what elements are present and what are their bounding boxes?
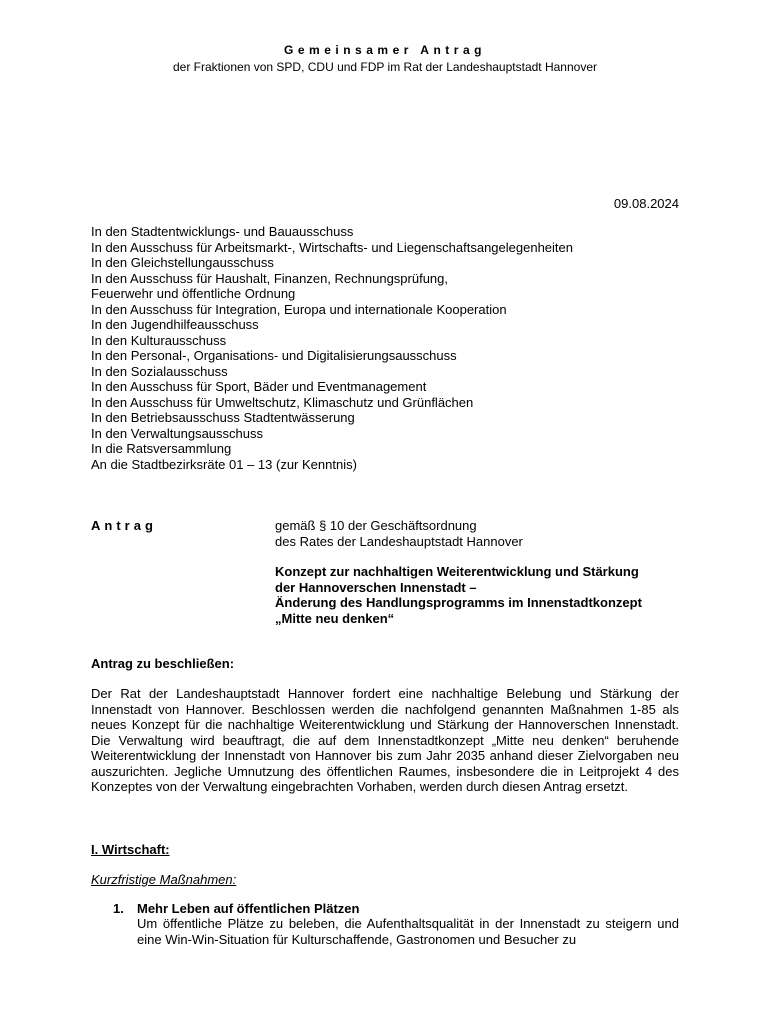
document-subtitle: der Fraktionen von SPD, CDU und FDP im Rat der Landeshauptstadt Hannover	[173, 60, 597, 74]
antrag-label: Antrag	[91, 518, 157, 533]
resolution-text: Der Rat der Landeshauptstadt Hannover fordert eine nachhaltige Belebung und Stärkung der Innenstadt von Hannover. Beschlossen werden die nachfolgend genannten Maßnahmen 1-85 als neues Konzept für die nachhaltige Weiterentwicklung und Stärkung der Hannoverschen Innenstadt. Die Verwaltung wird beauftragt, die auf dem Innenstadtkonzept „Mitte neu denken“ beruhende Weiterentwicklung der Innenstadt von Hannover bis zum Jahr 2035 anhand dieser Zielvorgaben neu auszurichten. Jegliche Umnutzung des öffentlichen Raumes, insbesondere die in Leitprojekt 4 des Konzeptes von der Verwaltung eingebrachten Vorhaben, werden durch diesen Antrag ersetzt.	[91, 686, 679, 794]
recipient-line: An die Stadtbezirksräte 01 – 13 (zur Kenntnis)	[91, 456, 357, 472]
recipient-line: In den Kulturausschuss	[91, 332, 227, 348]
recipient-line: In den Jugendhilfeausschuss	[91, 317, 259, 332]
antrag-subject-line: Konzept zur nachhaltigen Weiterentwicklung und Stärkung	[275, 564, 639, 579]
section-heading-wirtschaft: I. Wirtschaft:	[91, 842, 170, 857]
recipient-line: In den Ausschuss für Umweltschutz, Klimaschutz und Grünflächen	[91, 394, 474, 410]
resolution-heading: Antrag zu beschließen:	[91, 656, 235, 671]
recipient-line: In den Verwaltungsausschuss	[91, 425, 263, 441]
antrag-subject-line: Änderung des Handlungsprogramms im Innenstadtkonzept	[275, 595, 642, 610]
subsection-heading: Kurzfristige Maßnahmen:	[91, 872, 237, 887]
antrag-basis	[275, 518, 523, 549]
recipient-line: In die Ratsversammlung	[91, 441, 232, 456]
recipient-line: In den Ausschuss für Arbeitsmarkt-, Wirtschafts- und Liegenschaftsangelegenheiten	[91, 239, 573, 255]
antrag-subject-line: „Mitte neu denken“	[275, 610, 395, 626]
recipient-line: In den Stadtentwicklungs- und Bauausschuss	[91, 224, 354, 239]
recipient-line: In den Ausschuss für Haushalt, Finanzen, Rechnungsprüfung,	[91, 270, 448, 286]
recipient-line: Feuerwehr und öffentliche Ordnung	[91, 286, 296, 301]
recipient-line: In den Ausschuss für Sport, Bäder und Eventmanagement	[91, 379, 427, 394]
antrag-basis-line: gemäß § 10 der Geschäftsordnung	[275, 518, 477, 533]
antrag-subject	[275, 564, 642, 626]
list-item-text: Um öffentliche Plätze zu beleben, die Aufenthaltsqualität in der Innenstadt zu steigern und eine Win-Win-Situation für Kulturschaffende, Gastronomen und Besucher zu	[137, 916, 679, 947]
list-item-number: 1.	[113, 901, 124, 916]
recipient-line: In den Gleichstellungausschuss	[91, 255, 274, 270]
recipient-line: In den Personal-, Organisations- und Digitalisierungsausschuss	[91, 348, 457, 363]
recipient-line: In den Betriebsausschuss Stadtentwässerung	[91, 410, 355, 425]
antrag-subject-line: der Hannoverschen Innenstadt –	[275, 579, 477, 595]
document-title: Gemeinsamer Antrag	[284, 43, 486, 57]
recipient-list	[91, 224, 573, 472]
recipient-line: In den Sozialausschuss	[91, 363, 228, 379]
document-date: 09.08.2024	[613, 196, 679, 211]
list-item-title: Mehr Leben auf öffentlichen Plätzen	[137, 901, 360, 916]
antrag-basis-line: des Rates der Landeshauptstadt Hannover	[275, 533, 523, 549]
recipient-line: In den Ausschuss für Integration, Europa und internationale Kooperation	[91, 301, 507, 317]
